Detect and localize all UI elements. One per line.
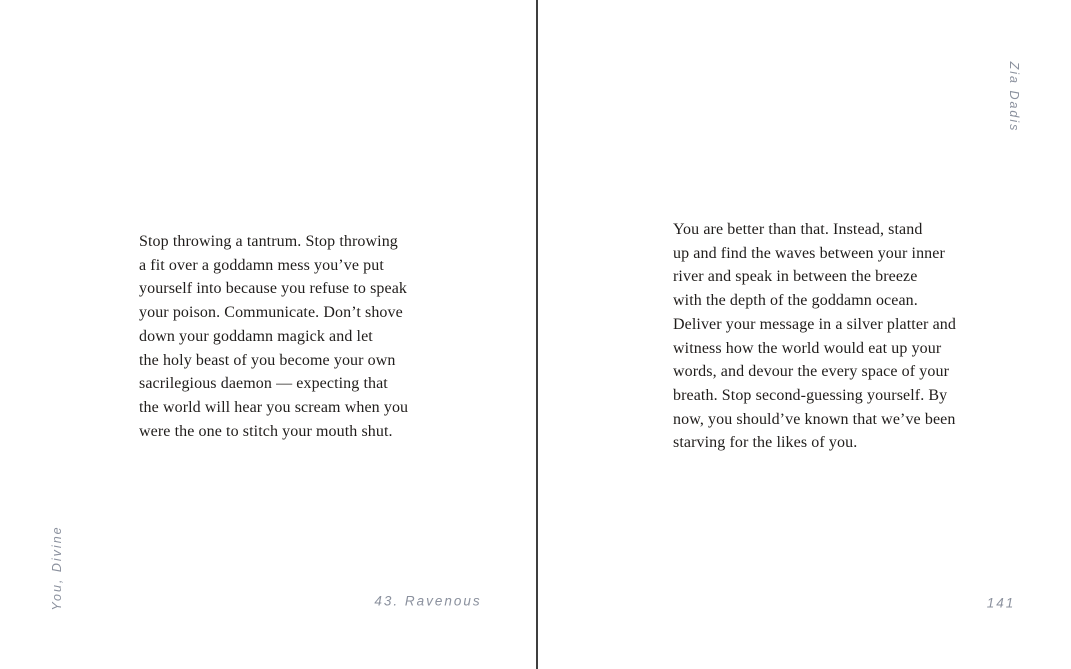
page-number: 141 [986, 595, 1016, 611]
poem-line: yourself into because you refuse to speak [139, 280, 408, 298]
left-poem-block [139, 230, 408, 443]
chapter-title: 43. Ravenous [374, 593, 482, 609]
poem-line: Stop throwing a tantrum. Stop throwing [139, 233, 398, 250]
poem-line: sacrilegious daemon — expecting that [139, 375, 388, 393]
poem-line: up and find the waves between your inner [673, 244, 945, 262]
poem-line: Deliver your message in a silver platter and [673, 315, 956, 333]
poem-line: the world will hear you scream when you [139, 398, 409, 416]
poem-line: breath. Stop second-guessing yourself. By [673, 386, 948, 404]
poem-line: river and speak in between the breeze [673, 268, 918, 286]
poem-line: with the depth of the goddamn ocean. [673, 292, 918, 310]
poem-line: your poison. Communicate. Don’t shove [139, 304, 403, 322]
poem-line: a fit over a goddamn mess you’ve put [139, 256, 384, 274]
poem-line: the holy beast of you become your own [139, 351, 396, 369]
poem-line: down your goddamn magick and let [139, 327, 373, 345]
poem-line: starving for the likes of you. [673, 434, 858, 452]
book-title-vertical-label: You, Divine [50, 525, 64, 611]
right-poem-block [673, 218, 956, 455]
poem-line: You are better than that. Instead, stand [673, 221, 923, 238]
author-name-vertical-label: Zia Dadis [1007, 61, 1021, 133]
poem-line: now, you should’ve known that we’ve been [673, 410, 956, 428]
poem-line: were the one to stitch your mouth shut. [139, 422, 393, 440]
page-divider [536, 0, 538, 669]
poem-line: words, and devour the every space of your [673, 363, 950, 381]
poem-line: witness how the world would eat up your [673, 339, 942, 357]
